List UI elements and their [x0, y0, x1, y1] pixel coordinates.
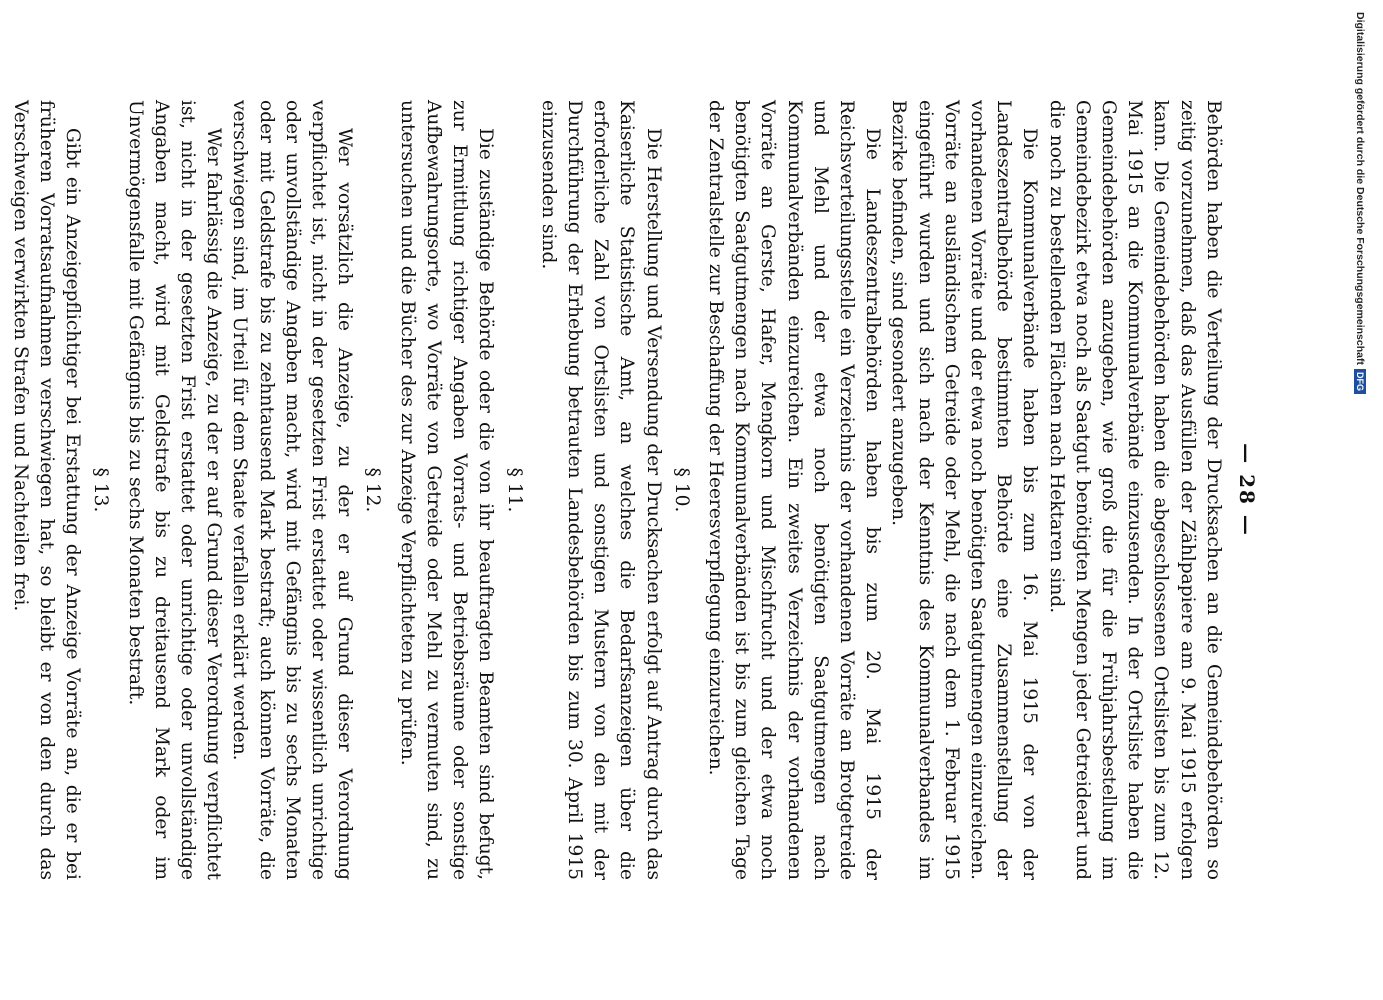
intro-paragraph-1: Behörden haben die Verteilung der Drucksachen an die Gemeindebehörden so zeitig vorzunehmen, daß das Ausfüllen der Zählpapiere am 9. Mai 1915 erfolgen kann. Die Gemeindebehörden haben die abgeschlossenen Ortslisten bis zum 12. Mai 1915 an die Kommunalverbände einzusenden. In der Ortsliste haben die Gemeindebehörden anzugeben, wie groß die für die Frühjahrsbestellung im Gemeindebezirk etwa noch als Saatgut benötigten Mengen jeder Getreideart und die noch zu bestellenden Flächen nach Hektaren sind. — [1045, 100, 1224, 880]
rotated-page — [9, 100, 1260, 880]
section-13-paragraph: Gibt ein Anzeigepflichtiger bei Erstattung der Anzeige Vorräte an, die er bei früheren Vorratsaufnahmen verschwiegen hat, so bleibt er von den durch das Verschweigen verwirkten Strafen und Nachteilen frei. — [9, 100, 84, 880]
dfg-credit-text: Digitalisierung gefördert durch die Deutsche Forschungsgemeinschaft — [1354, 12, 1366, 365]
section-10-paragraph: Die Herstellung und Versendung der Drucksachen erfolgt auf Antrag durch das Kaiserliche Statistische Amt, an welches die Bedarfsanzeigen über die erforderliche Zahl von Ortslisten und sonstigen Mustern von den mit der Durchführung der Erhebung betrauten Landesbehörden bis zum 30. April 1915 einzusenden sind. — [537, 100, 664, 880]
section-12-paragraph-2: Wer fahrlässig die Anzeige, zu der er auf Grund dieser Verordnung verpflichtet ist, nicht in der gesetzten Frist erstattet oder unrichtige oder unvollständige Angaben macht, wird mit Geldstrafe bis zu dreitausend Mark oder im Unvermögensfalle mit Gefängnis bis zu sechs Monaten bestraft. — [124, 100, 225, 880]
dfg-logo-icon: DFG — [1354, 369, 1366, 394]
section-heading-11: § 11. — [503, 467, 525, 513]
intro-paragraph-2: Die Kommunalverbände haben bis zum 16. Mai 1915 der von der Landeszentralbehörde bestimmten Behörde eine Zusammenstellung der vorhandenen Vorräte und der etwa noch benötigten Saatgutmengen einzureichen. Vorräte an ausländischem Getreide oder Mehl, die nach dem 1. Februar 1915 eingeführt wurden und sich nach der Kenntnis des Kommunalverbandes im Bezirke befinden, sind gesondert anzugeben. — [888, 100, 1041, 880]
section-heading-13: § 13. — [90, 467, 112, 513]
page-number: — 28 — — [1235, 443, 1259, 537]
section-12-paragraph-1: Wer vorsätzlich die Anzeige, zu der er auf Grund dieser Verordnung verpflichtet ist, nicht in der gesetzten Frist erstattet oder wissentlich unrichtige oder unvollständige Angaben macht, wird mit Gefängnis bis zu sechs Monaten oder mit Geldstrafe bis zu zehntausend Mark bestraft; auch können Vorräte, die verschwiegen sind, im Urteil für dem Staate verfallen erklärt werden. — [229, 100, 356, 880]
section-11-paragraph: Die zuständige Behörde oder die von ihr beauftragten Beamten sind befugt, zur Ermittlung richtiger Angaben Vorrats- und Betriebsräume oder sonstige Aufbewahrungsorte, wo Vorräte von Getreide oder Mehl zu vermuten sind, zu untersuchen und die Bücher des zur Anzeige Verpflichteten zu prüfen. — [396, 100, 497, 880]
intro-paragraph-3: Die Landeszentralbehörden haben bis zum 20. Mai 1915 der Reichsverteilungsstelle ein Verzeichnis der vorhandenen Vorräte an Brotgetreide und Mehl und der etwa noch benötigten Saatgutmengen nach Kommunalverbänden einzureichen. Ein zweites Verzeichnis der vorhandenen Vorräte an Gerste, Hafer, Mengkorn und Mischfrucht und der etwa noch benötigten Saatgutmengen nach Kommunalverbänden ist bis zum gleichen Tage der Zentralstelle zur Beschaffung der Heeresverpflegung einzureichen. — [704, 100, 884, 880]
section-heading-12: § 12. — [362, 467, 384, 513]
dfg-credit — [1354, 12, 1366, 394]
section-heading-10: § 10. — [670, 467, 692, 513]
